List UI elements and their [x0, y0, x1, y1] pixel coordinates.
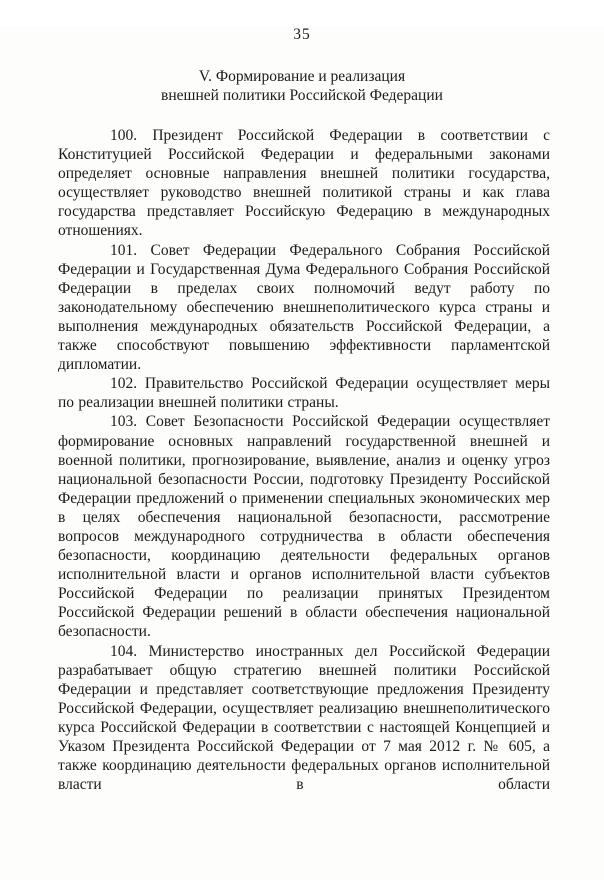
paragraph-100: 100. Президент Российской Федерации в соответствии с Конституцией Российской Федерации и федеральными законами определяет основные направления внешней политики государства, осуществляет руководство внешней политикой страны и как глава государства представляет Российскую Федерацию в международных отношениях.: [58, 127, 550, 240]
paragraph-102: 102. Правительство Российской Федерации осуществляет меры по реализации внешней политики страны.: [58, 375, 550, 412]
page-number: 35: [293, 26, 311, 43]
document-page: [0, 26, 604, 880]
paragraph-104: 104. Министерство иностранных дел Российской Федерации разрабатывает общую стратегию внешней политики Российской Федерации и представляет соответствующие предложения Президенту Российской Федерации, осуществляет реализацию внешнеполитического курса Российской Федерации в соответствии с настоящей Концепцией и Указом Президента Российской Федерации от 7 мая 2012 г. № 605, а также координацию деятельности федеральных органов исполнительной власти в области: [58, 642, 550, 794]
section-heading: [0, 67, 604, 105]
section-heading-line-2: внешней политики Российской Федерации: [161, 87, 443, 104]
paragraph-103: 103. Совет Безопасности Российской Федерации осуществляет формирование основных направлений государственной внешней и военной политики, прогнозирование, выявление, анализ и оценку угроз национальной безопасности России, подготовку Президенту Российской Федерации предложений о применении специальных экономических мер в целях обеспечения национальной безопасности, рассмотрение вопросов международного сотрудничества в области обеспечения безопасности, координацию деятельности федеральных органов исполнительной власти и органов исполнительной власти субъектов Российской Федерации по реализации принятых Президентом Российской Федерации решений в области обеспечения национальной безопасности.: [58, 413, 550, 641]
paragraph-101: 101. Совет Федерации Федерального Собрания Российской Федерации и Государственная Дума Федерального Собрания Российской Федерации в пределах своих полномочий ведут работу по законодательному обеспечению внешнеполитического курса страны и выполнения международных обязательств Российской Федерации, а также способствуют повышению эффективности парламентской дипломатии.: [58, 241, 550, 374]
document-body: [58, 126, 550, 794]
section-heading-line-1: V. Формирование и реализация: [198, 68, 406, 85]
